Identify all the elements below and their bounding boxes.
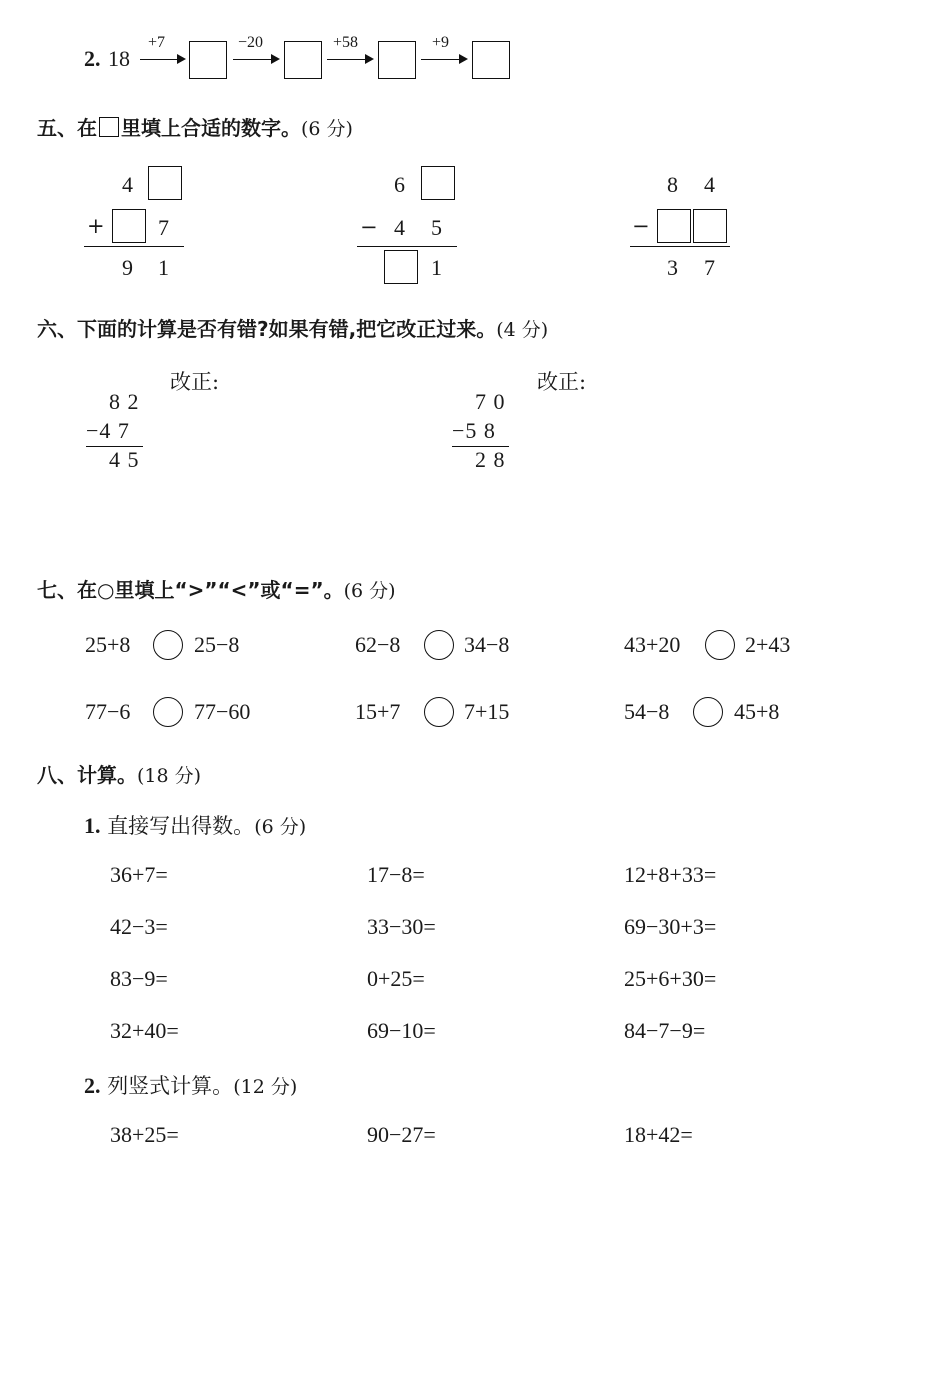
compare-circle-6[interactable] [693, 697, 723, 727]
section-8-title [37, 759, 201, 788]
p2-res-right: 1 [431, 255, 442, 280]
section-7-title [37, 574, 396, 603]
section-5-title [37, 112, 353, 141]
p3-box-right[interactable] [693, 209, 727, 243]
part2-title [84, 1070, 297, 1100]
arrow-icon [140, 59, 184, 60]
compare-circle-3[interactable] [705, 630, 735, 660]
p2-box-res[interactable] [384, 250, 418, 284]
q2-op-3: +58 [333, 34, 359, 51]
answer-box-2[interactable] [284, 41, 322, 79]
p2-line [357, 246, 457, 247]
e1-res: 4 5 [109, 447, 140, 472]
calc-item: 17−8= [367, 862, 425, 887]
part1-number: 1. [84, 813, 101, 838]
p1-box-mid[interactable] [112, 209, 146, 243]
p1-mid-right: 7 [158, 215, 169, 240]
vertical-calc-item: 38+25= [110, 1122, 179, 1147]
part2-number: 2. [84, 1073, 101, 1098]
e1-mid: −4 7 [86, 418, 130, 443]
p3-op: − [632, 214, 650, 238]
calc-item: 42−3= [110, 914, 168, 939]
section-6-title-text: 六、下面的计算是否有错?如果有错,把它改正过来。 [37, 317, 497, 341]
calc-item: 84−7−9= [624, 1018, 706, 1043]
section-5-title-start: 五、在 [37, 116, 97, 140]
p2-box-top[interactable] [421, 166, 455, 200]
section-6-score: (4 分) [496, 319, 549, 341]
compare-circle-2[interactable] [424, 630, 454, 660]
cmp2-right: 34−8 [464, 632, 510, 657]
correction-area-1[interactable] [170, 396, 420, 506]
part1-title [84, 810, 306, 840]
p1-box-top[interactable] [148, 166, 182, 200]
q2-start: 18 [108, 46, 130, 71]
section-7-score: (6 分) [343, 580, 396, 602]
part2-title-text: 列竖式计算。 [107, 1074, 234, 1098]
calc-item: 32+40= [110, 1018, 179, 1043]
correct-label-1: 改正: [170, 370, 220, 394]
e2-top: 7 0 [475, 389, 506, 414]
square-icon [99, 117, 119, 137]
cmp3-right: 2+43 [745, 632, 791, 657]
p3-top-right: 4 [704, 172, 715, 197]
part1-title-text: 直接写出得数。 [107, 814, 255, 838]
e2-res: 2 8 [475, 447, 506, 472]
q2-op-1: +7 [148, 34, 166, 51]
p3-box-left[interactable] [657, 209, 691, 243]
p3-line [630, 246, 730, 247]
e2-mid: −5 8 [452, 418, 496, 443]
calc-item: 36+7= [110, 862, 168, 887]
cmp1-left: 25+8 [85, 632, 131, 657]
cmp1-right: 25−8 [194, 632, 240, 657]
section-8-title-text: 八、计算。 [37, 763, 137, 787]
part2-score: (12 分) [233, 1076, 298, 1098]
calc-item: 25+6+30= [624, 966, 717, 991]
cmp6-right: 45+8 [734, 699, 780, 724]
vertical-calc-item: 18+42= [624, 1122, 693, 1147]
vertical-calc-item: 90−27= [367, 1122, 436, 1147]
arrow-icon [421, 59, 466, 60]
correct-label-2: 改正: [537, 370, 587, 394]
answer-box-4[interactable] [472, 41, 510, 79]
p3-res-right: 7 [704, 255, 715, 280]
section-6-title [37, 313, 548, 342]
cmp2-left: 62−8 [355, 632, 401, 657]
p1-res-right: 1 [158, 255, 169, 280]
calc-item: 69−10= [367, 1018, 436, 1043]
compare-circle-4[interactable] [153, 697, 183, 727]
q2-op-4: +9 [432, 34, 450, 51]
calc-item: 12+8+33= [624, 862, 717, 887]
cmp3-left: 43+20 [624, 632, 681, 657]
p1-top-left: 4 [122, 172, 133, 197]
arrow-icon [233, 59, 278, 60]
section-8-score: (18 分) [137, 765, 202, 787]
p1-op: + [87, 214, 105, 238]
answer-box-3[interactable] [378, 41, 416, 79]
calc-item: 33−30= [367, 914, 436, 939]
calc-item: 69−30+3= [624, 914, 717, 939]
section-5-title-end: 里填上合适的数字。 [121, 116, 301, 140]
compare-circle-5[interactable] [424, 697, 454, 727]
section-7-title-text: 七、在○里填上“>”“<”或“=”。 [37, 578, 344, 602]
cmp6-left: 54−8 [624, 699, 670, 724]
p3-top-left: 8 [667, 172, 678, 197]
part1-score: (6 分) [254, 816, 307, 838]
p1-line [84, 246, 184, 247]
correction-area-2[interactable] [537, 396, 787, 506]
section-5-score: (6 分) [301, 118, 353, 140]
cmp5-right: 7+15 [464, 699, 510, 724]
answer-box-1[interactable] [189, 41, 227, 79]
p2-op: − [360, 215, 378, 239]
arrow-icon [327, 59, 372, 60]
calc-item: 0+25= [367, 966, 425, 991]
p3-res-left: 3 [667, 255, 678, 280]
p2-mid-right: 5 [431, 215, 442, 240]
cmp4-right: 77−60 [194, 699, 251, 724]
p1-res-left: 9 [122, 255, 133, 280]
q2-op-2: −20 [238, 34, 264, 51]
compare-circle-1[interactable] [153, 630, 183, 660]
calc-item: 83−9= [110, 966, 168, 991]
p2-top-left: 6 [394, 172, 405, 197]
p2-mid-left: 4 [394, 215, 405, 240]
q2-number: 2. [84, 46, 101, 71]
cmp4-left: 77−6 [85, 699, 131, 724]
cmp5-left: 15+7 [355, 699, 401, 724]
e1-top: 8 2 [109, 389, 140, 414]
